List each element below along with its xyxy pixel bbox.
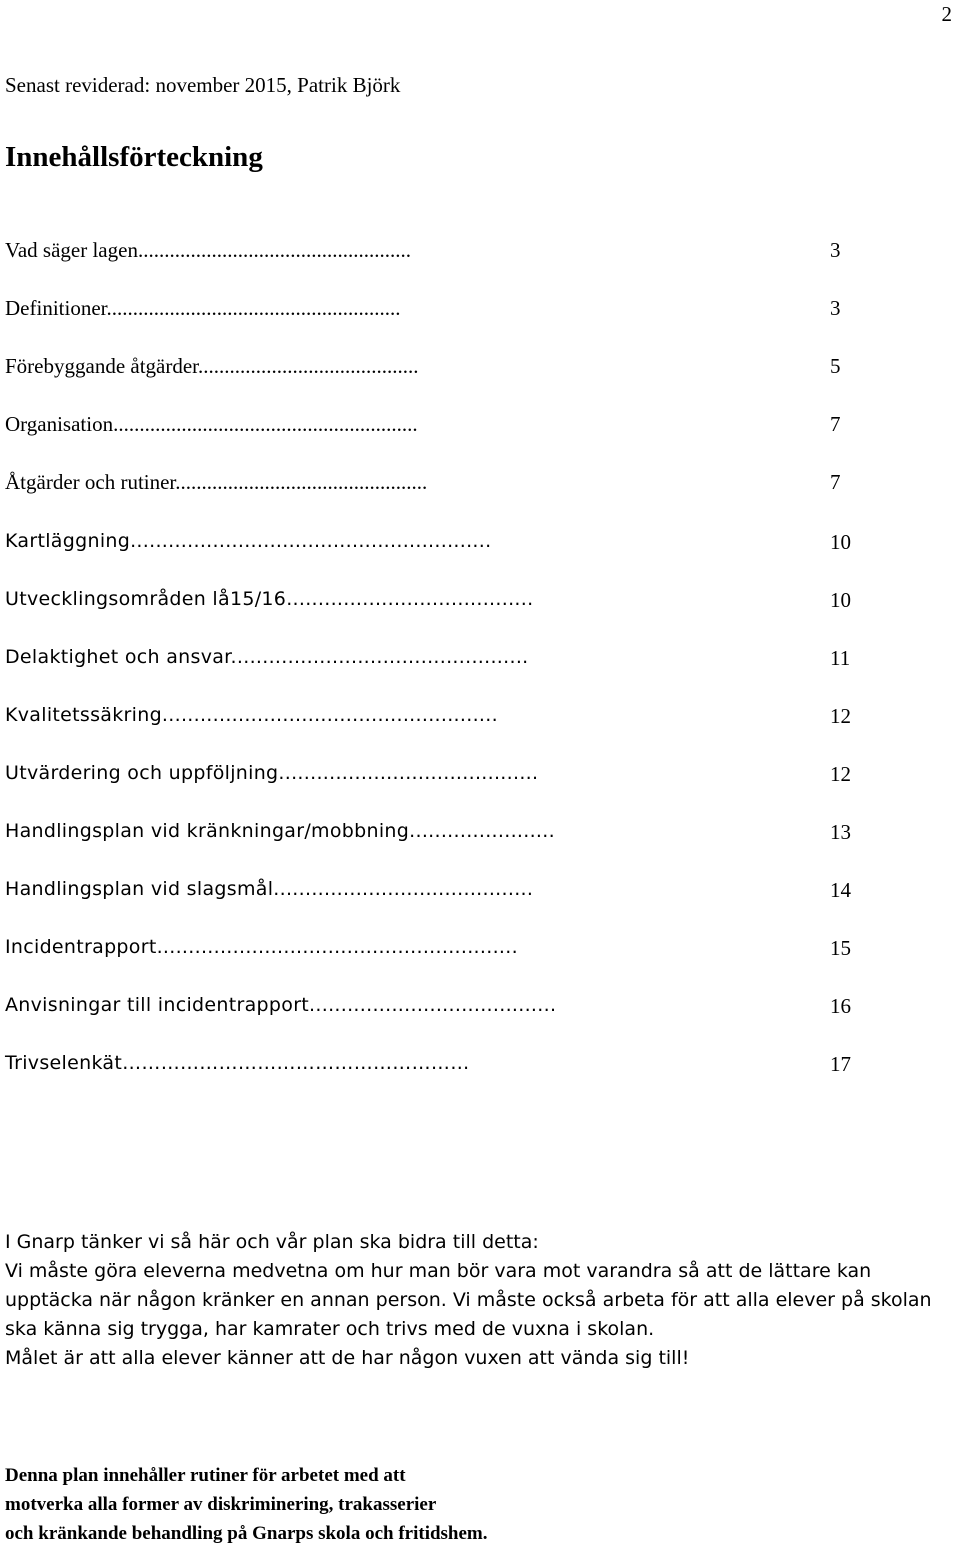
- toc-entry-page: 7: [830, 470, 841, 494]
- toc-entry-page: 14: [830, 878, 851, 902]
- plan-statement-line: och kränkande behandling på Gnarps skola och fritidshem.: [5, 1523, 488, 1544]
- toc-entry-page: 7: [830, 412, 841, 436]
- toc-entry-page: 12: [830, 762, 851, 786]
- toc-entry[interactable]: [5, 354, 955, 384]
- intro-paragraph: Vi måste göra eleverna medvetna om hur man bör vara mot varandra så att de lättare kan upptäcka när någon kränker en annan person. Vi måste också arbeta för att alla elever på skolan ska känna sig trygga, har kamrater och trivs med de vuxna i skolan.: [5, 1260, 932, 1340]
- toc-entry-page: 5: [830, 354, 841, 378]
- toc-entry-page: 15: [830, 936, 851, 960]
- toc-entry-page: 13: [830, 820, 851, 844]
- toc-entry[interactable]: [5, 704, 955, 734]
- toc-entry-title: Incidentrapport.........................................................: [5, 936, 518, 958]
- toc-entry-title: Organisation..........................................................: [5, 412, 418, 436]
- toc-entry-page: 16: [830, 994, 851, 1018]
- toc-entry-title: Kvalitetssäkring.....................................................: [5, 704, 498, 726]
- toc-entry[interactable]: [5, 762, 955, 792]
- toc-entry[interactable]: [5, 296, 955, 326]
- toc-entry-page: 12: [830, 704, 851, 728]
- intro-goal: Målet är att alla elever känner att de har någon vuxen att vända sig till!: [5, 1347, 690, 1369]
- toc-entry-title: Definitioner........................................................: [5, 296, 401, 320]
- toc-entry-title: Delaktighet och ansvar...............................................: [5, 646, 529, 668]
- toc-entry[interactable]: [5, 820, 955, 850]
- toc-entry[interactable]: [5, 412, 955, 442]
- toc-entry[interactable]: [5, 936, 955, 966]
- toc-entry[interactable]: [5, 878, 955, 908]
- toc-entry-page: 10: [830, 530, 851, 554]
- toc-entry-title: Åtgärder och rutiner................................................: [5, 470, 428, 494]
- page-number: 2: [941, 2, 952, 26]
- toc-entry-page: 17: [830, 1052, 851, 1076]
- revision-line: Senast reviderad: november 2015, Patrik Björk: [5, 73, 401, 97]
- toc-entry-title: Vad säger lagen....................................................: [5, 238, 411, 262]
- toc-entry[interactable]: [5, 994, 955, 1024]
- toc-entry-title: Handlingsplan vid kränkningar/mobbning.......................: [5, 820, 555, 842]
- intro-text: [5, 1228, 955, 1373]
- toc-entry-title: Trivselenkät………………………………………………: [5, 1052, 470, 1074]
- toc-entry[interactable]: [5, 588, 955, 618]
- toc-entry-page: 11: [830, 646, 851, 670]
- toc-entry[interactable]: [5, 1052, 955, 1082]
- toc-entry-title: Utvärdering och uppföljning.........................................: [5, 762, 539, 784]
- plan-statement-line: Denna plan innehåller rutiner för arbetet med att: [5, 1465, 406, 1486]
- toc-entry[interactable]: [5, 530, 955, 560]
- plan-statement: [5, 1461, 488, 1548]
- toc-entry-page: 10: [830, 588, 851, 612]
- toc-entry[interactable]: [5, 646, 955, 676]
- toc-heading: Innehållsförteckning: [5, 141, 263, 173]
- toc-entry[interactable]: [5, 238, 955, 268]
- plan-statement-line: motverka alla former av diskriminering, trakasserier: [5, 1494, 437, 1515]
- toc-entry-page: 3: [830, 238, 841, 262]
- toc-entry-title: Kartläggning.........................................................: [5, 530, 492, 552]
- toc-entry-page: 3: [830, 296, 841, 320]
- toc-entry-title: Anvisningar till incidentrapport.......................................: [5, 994, 557, 1016]
- toc-entry[interactable]: [5, 470, 955, 500]
- toc-entry-title: Handlingsplan vid slagsmål.........................................: [5, 878, 534, 900]
- toc-entry-title: Utvecklingsområden lå15/16.......................................: [5, 588, 534, 610]
- toc-entry-title: Förebyggande åtgärder..........................................: [5, 354, 419, 378]
- intro-lead: I Gnarp tänker vi så här och vår plan ska bidra till detta:: [5, 1231, 539, 1253]
